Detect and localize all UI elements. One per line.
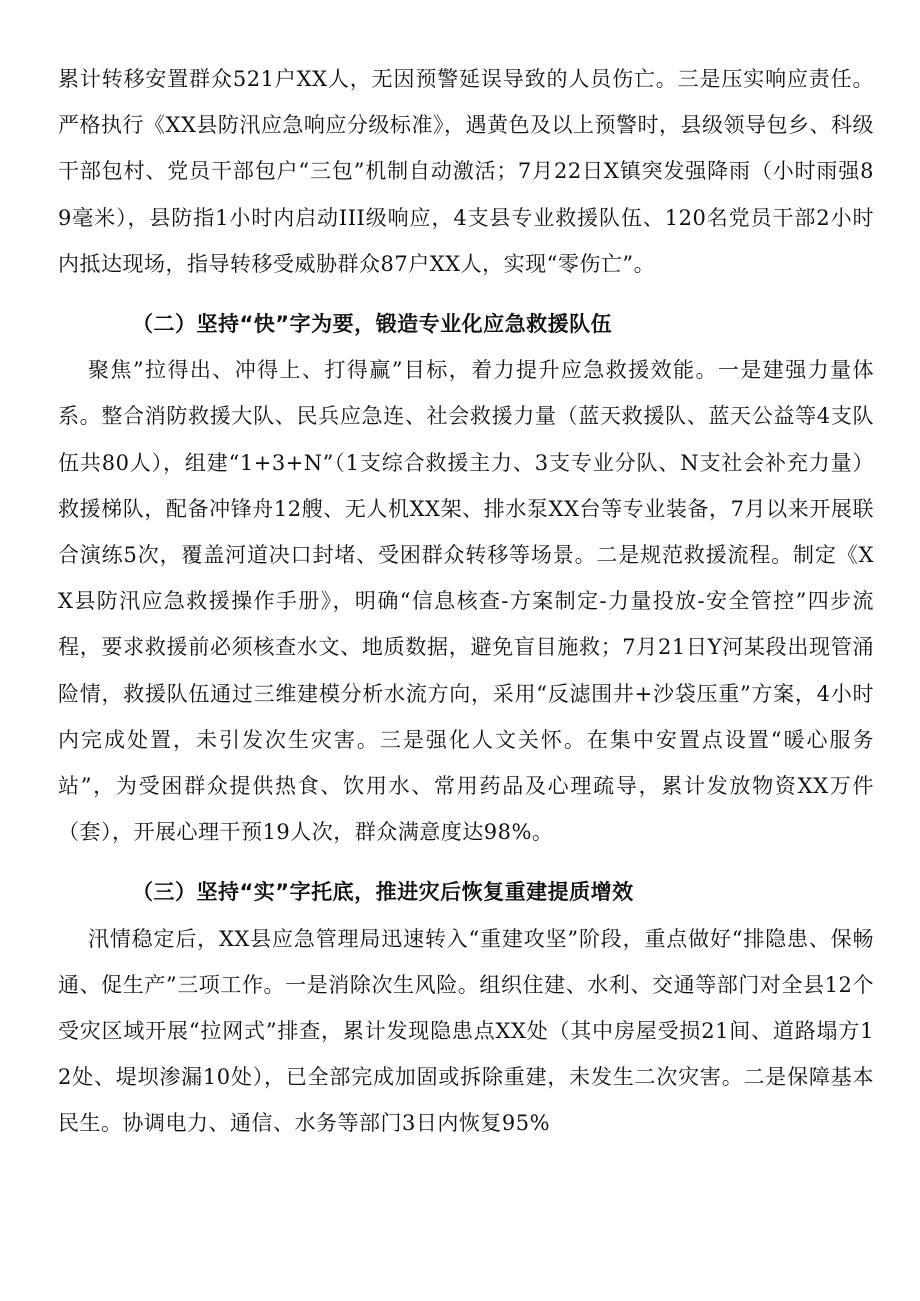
section-heading-3: （三）坚持“实”字托底，推进灾后恢复重建提质增效 xyxy=(132,880,634,905)
section-heading-2: （二）坚持“快”字为要，锻造专业化应急救援队伍 xyxy=(132,312,613,337)
section-spacer xyxy=(58,287,874,301)
section-spacer xyxy=(58,855,874,869)
body-paragraph-1: 累计转移安置群众521户XX人，无因预警延误导致的人员伤亡。三是压实响应责任。严格执行《XX县防汛应急响应分级标准》，遇黄色及以上预警时，县级领导包乡、科级干部包村、党员干部包户“三包”机制自动激活；7月22日X镇突发强降雨（小时雨强89毫米），县防指1小时内启动III级响应，4支县专业救援队伍、120名党员干部2小时内抵达现场，指导转移受威胁群众87户XX人，实现“零伤亡”。 xyxy=(58,67,874,276)
body-paragraph-2: 聚焦”拉得出、冲得上、打得赢”目标，着力提升应急救援效能。一是建强力量体系。整合消防救援大队、民兵应急连、社会救援力量（蓝天救援队、蓝天公益等4支队伍共80人），组建“1+3+N”（1支综合救援主力、3支专业分队、N支社会补充力量）救援梯队，配备冲锋舟12艘、无人机XX架、排水泵XX台等专业装备，7月以来开展联合演练5次，覆盖河道决口封堵、受困群众转移等场景。二是规范救援流程。制定《XX县防汛应急救援操作手册》，明确“信息核查-方案制定-力量投放-安全管控”四步流程，要求救援前必须核查水文、地质数据，避免盲目施救；7月21日Y河某段出现管涌险情，救援队伍通过三维建模分析水流方向，采用“反滤围井+沙袋压重”方案，4小时内完成处置，未引发次生灾害。三是强化人文关怀。在集中安置点设置“暖心服务站”，为受困群众提供热食、饮用水、常用药品及心理疏导，累计发放物资XX万件（套），开展心理干预19人次，群众满意度达98%。 xyxy=(58,358,874,845)
body-paragraph-3: 汛情稳定后，XX县应急管理局迅速转入“重建攻坚”阶段，重点做好“排隐患、保畅通、促生产”三项工作。一是消除次生风险。组织住建、水利、交通等部门对全县12个受灾区域开展“拉网式”排查，累计发现隐患点XX处（其中房屋受损21间、道路塌方12处、堤坝渗漏10处），已全部完成加固或拆除重建，未发生二次灾害。二是保障基本民生。协调电力、通信、水务等部门3日内恢复95% xyxy=(58,926,874,1136)
